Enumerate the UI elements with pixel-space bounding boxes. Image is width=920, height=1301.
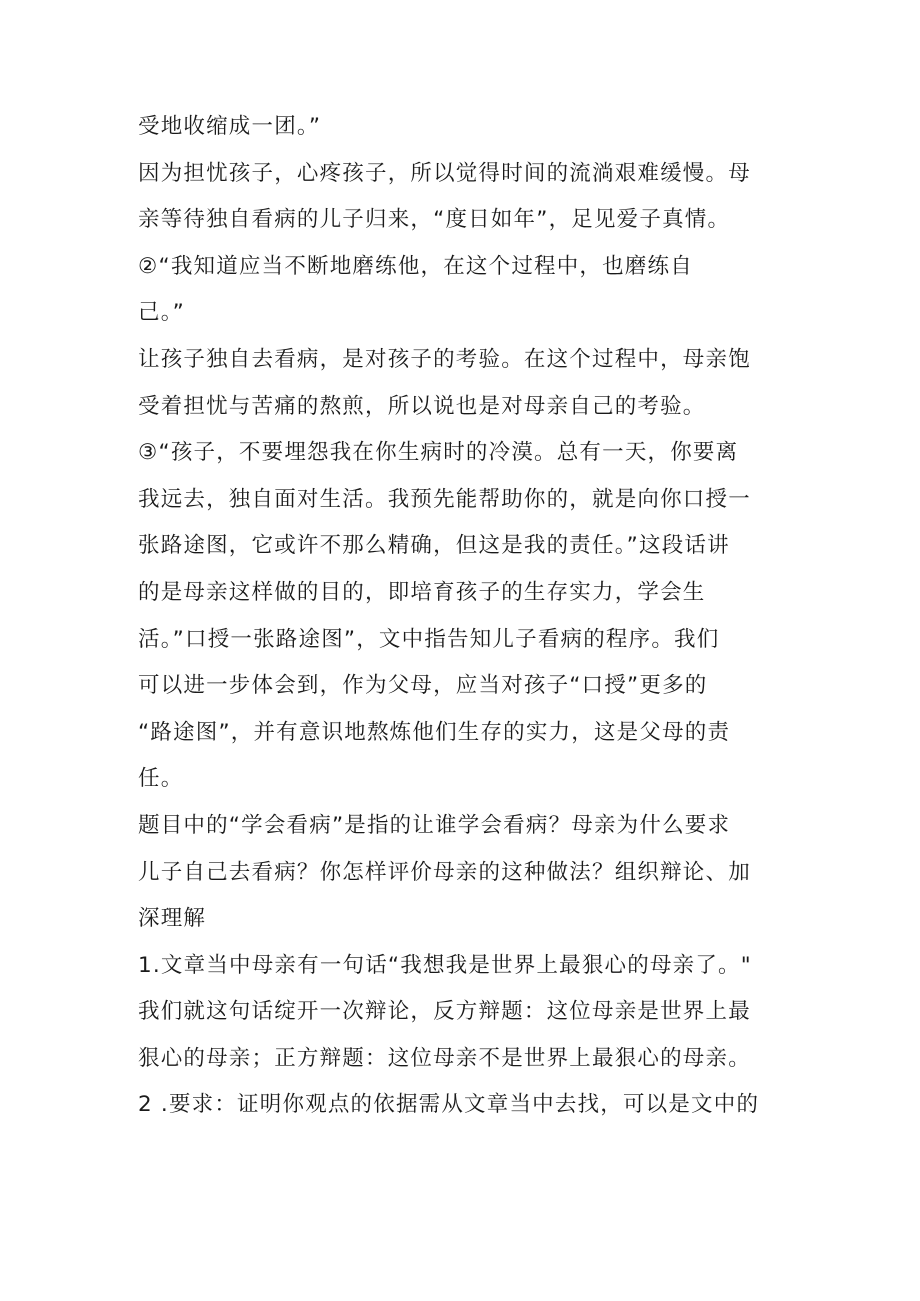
text-line: 受地收缩成一团。” <box>138 114 322 139</box>
text-line: 因为担忧孩子，心疼孩子，所以觉得时间的流淌艰难缓慢。母 <box>138 160 751 186</box>
text-line: 任。 <box>138 766 184 792</box>
text-line: 2 .要求：证明你观点的依据需从文章当中去找，可以是文中的 <box>138 1092 760 1118</box>
text-line: 深理解 <box>138 906 207 932</box>
text-line: 我远去，独自面对生活。我预先能帮助你的，就是向你口授一 <box>138 486 751 512</box>
text-line: 狠心的母亲；正方辩题：这位母亲不是世界上最狠心的母亲。 <box>138 1045 751 1071</box>
text-line: 受着担忧与苦痛的熬煎，所以说也是对母亲自己的考验。 <box>138 393 706 419</box>
text-line: 的是母亲这样做的目的，即培育孩子的生存实力，学会生 <box>138 579 706 605</box>
text-line: “路途图”，并有意识地熬炼他们生存的实力，这是父母的责 <box>138 719 731 745</box>
text-line: 亲等待独自看病的儿子归来，“度日如年”，足见爱子真情。 <box>138 207 731 233</box>
body-text <box>138 104 788 1129</box>
text-line: ②“我知道应当不断地磨练他，在这个过程中，也磨练自 <box>138 253 693 279</box>
text-line: 儿子自己去看病？你怎样评价母亲的这种做法？组织辩论、加 <box>138 859 751 885</box>
text-line: 活。”口授一张路途图”，文中指告知儿子看病的程序。我们 <box>138 626 720 652</box>
text-line: 我们就这句话绽开一次辩论，反方辩题：这位母亲是世界上最 <box>138 999 751 1025</box>
text-line: 张路途图，它或许不那么精确，但这是我的责任。”这段话讲 <box>138 533 730 559</box>
text-line: 己。” <box>138 300 185 326</box>
text-line: 让孩子独自去看病，是对孩子的考验。在这个过程中，母亲饱 <box>138 346 751 372</box>
text-line: ③“孩子，不要埋怨我在你生病时的冷漠。总有一天，你要离 <box>138 440 739 466</box>
text-line: 可以进一步体会到，作为父母，应当对孩子“口授”更多的 <box>138 673 708 699</box>
text-line: 题目中的“学会看病”是指的让谁学会看病？母亲为什么要求 <box>138 812 731 838</box>
text-line: 1.文章当中母亲有一句话“我想我是世界上最狠心的母亲了。" <box>138 952 752 978</box>
